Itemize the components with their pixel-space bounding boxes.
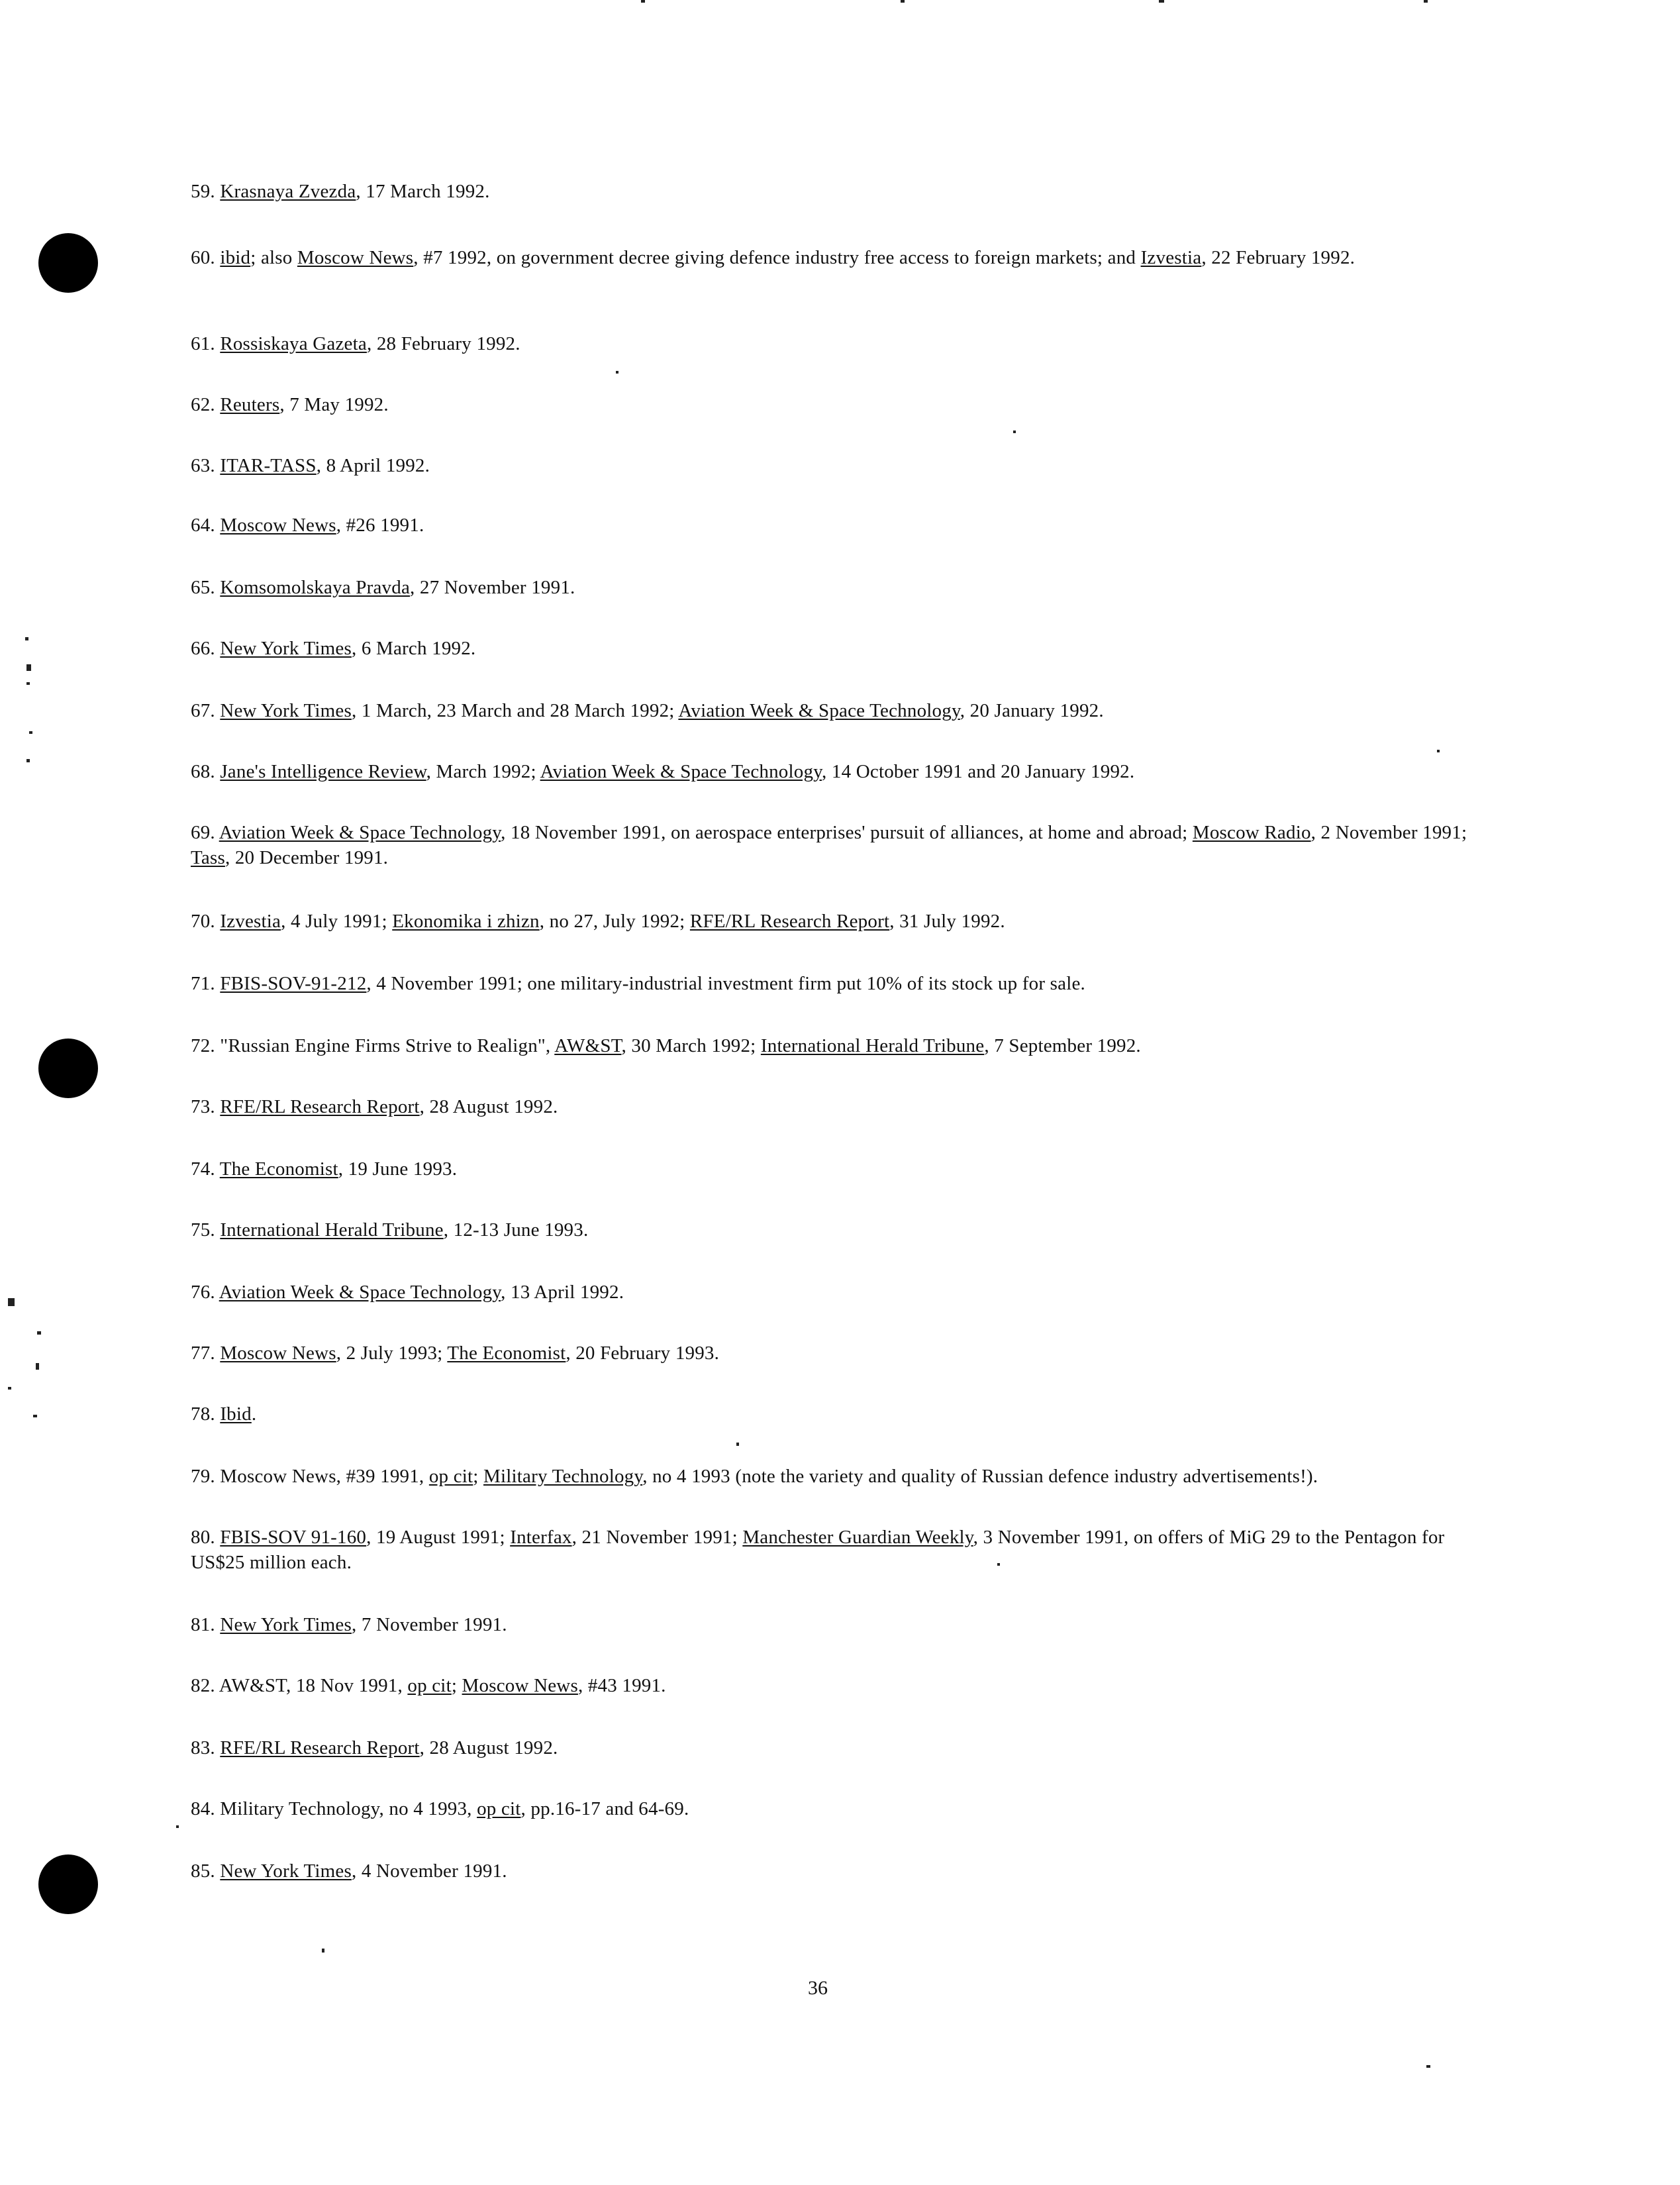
endnote-text: 68.: [191, 761, 221, 782]
endnote-text: , 4 July 1991;: [281, 911, 393, 932]
endnote-text: 80.: [191, 1527, 221, 1548]
scan-speck: [901, 0, 905, 3]
scan-speck: [1424, 0, 1428, 3]
endnote-text: 66.: [191, 638, 221, 659]
scan-speck: [37, 1331, 41, 1335]
endnote-85: [191, 1858, 1495, 1884]
endnote-text: , #7 1992, on government decree giving defence industry free access to foreign markets; and: [413, 247, 1141, 268]
citation-source: RFE/RL Research Report: [689, 911, 890, 932]
endnote-text: , 14 October 1991 and 20 January 1992.: [821, 761, 1135, 782]
endnote-text: , March 1992;: [426, 761, 540, 782]
endnote-text: .: [251, 1403, 257, 1425]
scan-speck: [25, 637, 28, 640]
citation-source: ibid: [220, 247, 251, 268]
endnote-text: , 18 November 1991, on aerospace enterprises' pursuit of alliances, at home and abroad;: [501, 822, 1193, 843]
citation-source: Moscow News: [462, 1675, 578, 1696]
endnote-text: , 1 March, 23 March and 28 March 1992;: [351, 700, 679, 721]
citation-source: Komsomolskaya Pravda: [220, 577, 411, 598]
endnote-text: 77.: [191, 1343, 221, 1364]
endnote-text: 73.: [191, 1096, 221, 1117]
scan-speck: [36, 1363, 39, 1370]
citation-source: Moscow Radio: [1192, 822, 1311, 843]
endnote-text: , 8 April 1992.: [316, 455, 430, 476]
endnote-text: , 2 November 1991;: [1310, 822, 1467, 843]
endnote-text: , 27 November 1991.: [410, 577, 575, 598]
citation-source: New York Times: [220, 638, 352, 659]
citation-source: International Herald Tribune: [220, 1219, 444, 1241]
citation-source: Aviation Week & Space Technology: [678, 700, 960, 721]
endnote-67: [191, 698, 1495, 723]
endnote-text: ;: [451, 1675, 462, 1696]
endnote-72: [191, 1033, 1495, 1058]
citation-source: Izvestia: [1140, 247, 1202, 268]
citation-source: The Economist: [219, 1158, 338, 1180]
citation-source: Aviation Week & Space Technology: [219, 822, 501, 843]
citation-source: Ibid: [220, 1403, 252, 1425]
endnote-83: [191, 1735, 1495, 1760]
scan-speck: [26, 759, 30, 762]
endnote-text: 71.: [191, 973, 221, 994]
endnote-text: , 31 July 1992.: [889, 911, 1005, 932]
endnote-text: , 22 February 1992.: [1201, 247, 1356, 268]
endnote-76: [191, 1280, 1495, 1305]
citation-source: Moscow News: [220, 1343, 336, 1364]
citation-source: International Herald Tribune: [760, 1035, 985, 1056]
endnote-text: 79. Moscow News, #39 1991,: [191, 1466, 429, 1487]
endnote-74: [191, 1156, 1495, 1182]
citation-source: Interfax: [510, 1527, 572, 1548]
endnote-text: , 4 November 1991; one military-industrial investment firm put 10% of its stock up for sale.: [366, 973, 1085, 994]
endnote-text: ;: [473, 1466, 483, 1487]
scan-speck: [1426, 2065, 1430, 2068]
endnote-text: 78.: [191, 1403, 221, 1425]
endnote-text: 81.: [191, 1614, 221, 1635]
citation-source: Jane's Intelligence Review: [220, 761, 426, 782]
endnote-text: , 20 February 1993.: [566, 1343, 720, 1364]
citation-source: Ekonomika i zhizn: [392, 911, 540, 932]
citation-source: Krasnaya Zvezda: [220, 181, 356, 202]
endnote-text: , 17 March 1992.: [356, 181, 490, 202]
punch-hole: [38, 233, 98, 293]
endnote-text: 72. "Russian Engine Firms Strive to Realign",: [191, 1035, 555, 1056]
scan-speck: [29, 731, 32, 734]
endnote-63: [191, 453, 1495, 478]
endnote-text: 63.: [191, 455, 221, 476]
endnote-text: ; also: [250, 247, 297, 268]
endnote-64: [191, 513, 1495, 538]
scan-speck: [8, 1387, 11, 1390]
endnote-71: [191, 971, 1495, 996]
endnote-text: 70.: [191, 911, 221, 932]
scan-speck: [1437, 750, 1440, 752]
citation-source: Moscow News: [297, 247, 414, 268]
endnote-60: [191, 245, 1495, 270]
endnote-text: , no 27, July 1992;: [539, 911, 690, 932]
endnote-text: , 28 February 1992.: [366, 333, 520, 354]
citation-source: RFE/RL Research Report: [220, 1096, 420, 1117]
citation-source: op cit: [407, 1675, 452, 1696]
scan-speck: [1159, 0, 1164, 3]
scan-speck: [641, 0, 645, 3]
endnote-text: , 12-13 June 1993.: [443, 1219, 589, 1241]
endnote-84: [191, 1796, 1495, 1821]
endnote-text: , 13 April 1992.: [501, 1282, 624, 1303]
endnote-73: [191, 1094, 1495, 1119]
citation-source: The Economist: [447, 1343, 566, 1364]
citation-source: New York Times: [220, 1614, 352, 1635]
endnote-text: , no 4 1993 (note the variety and quality of Russian defence industry advertisements!).: [642, 1466, 1318, 1487]
endnote-text: 64.: [191, 515, 221, 536]
citation-source: New York Times: [220, 1860, 352, 1882]
scan-speck: [176, 1825, 179, 1828]
scan-speck: [26, 664, 31, 671]
citation-source: op cit: [428, 1466, 473, 1487]
endnote-text: , 2 July 1993;: [336, 1343, 448, 1364]
endnote-text: , 28 August 1992.: [419, 1737, 558, 1758]
endnote-80: [191, 1525, 1495, 1575]
endnote-59: [191, 179, 1495, 204]
endnote-text: 74.: [191, 1158, 220, 1180]
citation-source: FBIS-SOV-91-212: [220, 973, 367, 994]
endnote-text: , 21 November 1991;: [571, 1527, 743, 1548]
endnote-text: , 28 August 1992.: [419, 1096, 558, 1117]
endnote-text: , pp.16-17 and 64-69.: [520, 1798, 689, 1819]
endnote-text: 65.: [191, 577, 221, 598]
endnote-66: [191, 636, 1495, 661]
punch-hole: [38, 1855, 98, 1914]
scan-speck: [616, 371, 618, 374]
endnote-62: [191, 392, 1495, 417]
endnote-text: , 20 January 1992.: [960, 700, 1104, 721]
citation-source: FBIS-SOV 91-160: [220, 1527, 367, 1548]
citation-source: Izvestia: [220, 911, 281, 932]
endnote-text: , 7 November 1991.: [351, 1614, 507, 1635]
endnote-text: , 7 September 1992.: [984, 1035, 1141, 1056]
citation-source: Rossiskaya Gazeta: [220, 333, 367, 354]
citation-source: Aviation Week & Space Technology: [219, 1282, 501, 1303]
endnote-text: 59.: [191, 181, 221, 202]
endnote-text: 76.: [191, 1282, 219, 1303]
scan-speck: [1013, 431, 1016, 433]
citation-source: op cit: [477, 1798, 521, 1819]
endnote-69: [191, 820, 1495, 870]
citation-source: AW&ST: [554, 1035, 622, 1056]
endnote-text: , #43 1991.: [577, 1675, 666, 1696]
page-number: 36: [808, 1977, 828, 1999]
endnote-text: , 19 August 1991;: [366, 1527, 511, 1548]
citation-source: Aviation Week & Space Technology: [540, 761, 822, 782]
endnote-text: 85.: [191, 1860, 221, 1882]
endnote-text: 67.: [191, 700, 221, 721]
endnote-text: 84. Military Technology, no 4 1993,: [191, 1798, 477, 1819]
endnote-81: [191, 1612, 1495, 1637]
endnote-text: 61.: [191, 333, 221, 354]
endnote-text: , #26 1991.: [336, 515, 424, 536]
endnote-text: , 6 March 1992.: [351, 638, 476, 659]
endnote-61: [191, 331, 1495, 356]
endnote-77: [191, 1341, 1495, 1366]
endnote-82: [191, 1673, 1495, 1698]
citation-source: Tass: [191, 847, 225, 868]
endnote-text: , 19 June 1993.: [338, 1158, 458, 1180]
scan-speck: [26, 682, 30, 685]
endnote-70: [191, 909, 1495, 934]
scan-speck: [322, 1949, 324, 1953]
citation-source: Reuters: [220, 394, 280, 415]
endnote-text: , 7 May 1992.: [279, 394, 389, 415]
scan-speck: [8, 1298, 15, 1306]
endnote-text: , 20 December 1991.: [224, 847, 389, 868]
endnote-65: [191, 575, 1495, 600]
endnote-text: 69.: [191, 822, 219, 843]
endnote-text: 60.: [191, 247, 221, 268]
endnote-text: , 30 March 1992;: [621, 1035, 761, 1056]
scan-speck: [33, 1415, 37, 1417]
endnote-text: 75.: [191, 1219, 221, 1241]
scan-speck: [736, 1443, 739, 1446]
endnote-text: 62.: [191, 394, 221, 415]
citation-source: Moscow News: [220, 515, 336, 536]
citation-source: New York Times: [220, 700, 352, 721]
punch-hole: [38, 1039, 98, 1098]
endnote-text: 83.: [191, 1737, 221, 1758]
endnote-text: , 4 November 1991.: [351, 1860, 507, 1882]
endnote-text: 82. AW&ST, 18 Nov 1991,: [191, 1675, 408, 1696]
citation-source: ITAR-TASS: [220, 455, 317, 476]
endnote-78: [191, 1401, 1495, 1427]
citation-source: Military Technology: [483, 1466, 643, 1487]
endnote-68: [191, 759, 1495, 784]
endnote-text: , 3 November 1991, on offers of MiG 29 to the Pentagon for US$25 million each.: [191, 1527, 1445, 1573]
endnote-79: [191, 1464, 1495, 1489]
citation-source: RFE/RL Research Report: [220, 1737, 420, 1758]
endnote-75: [191, 1217, 1495, 1243]
citation-source: Manchester Guardian Weekly: [742, 1527, 973, 1548]
